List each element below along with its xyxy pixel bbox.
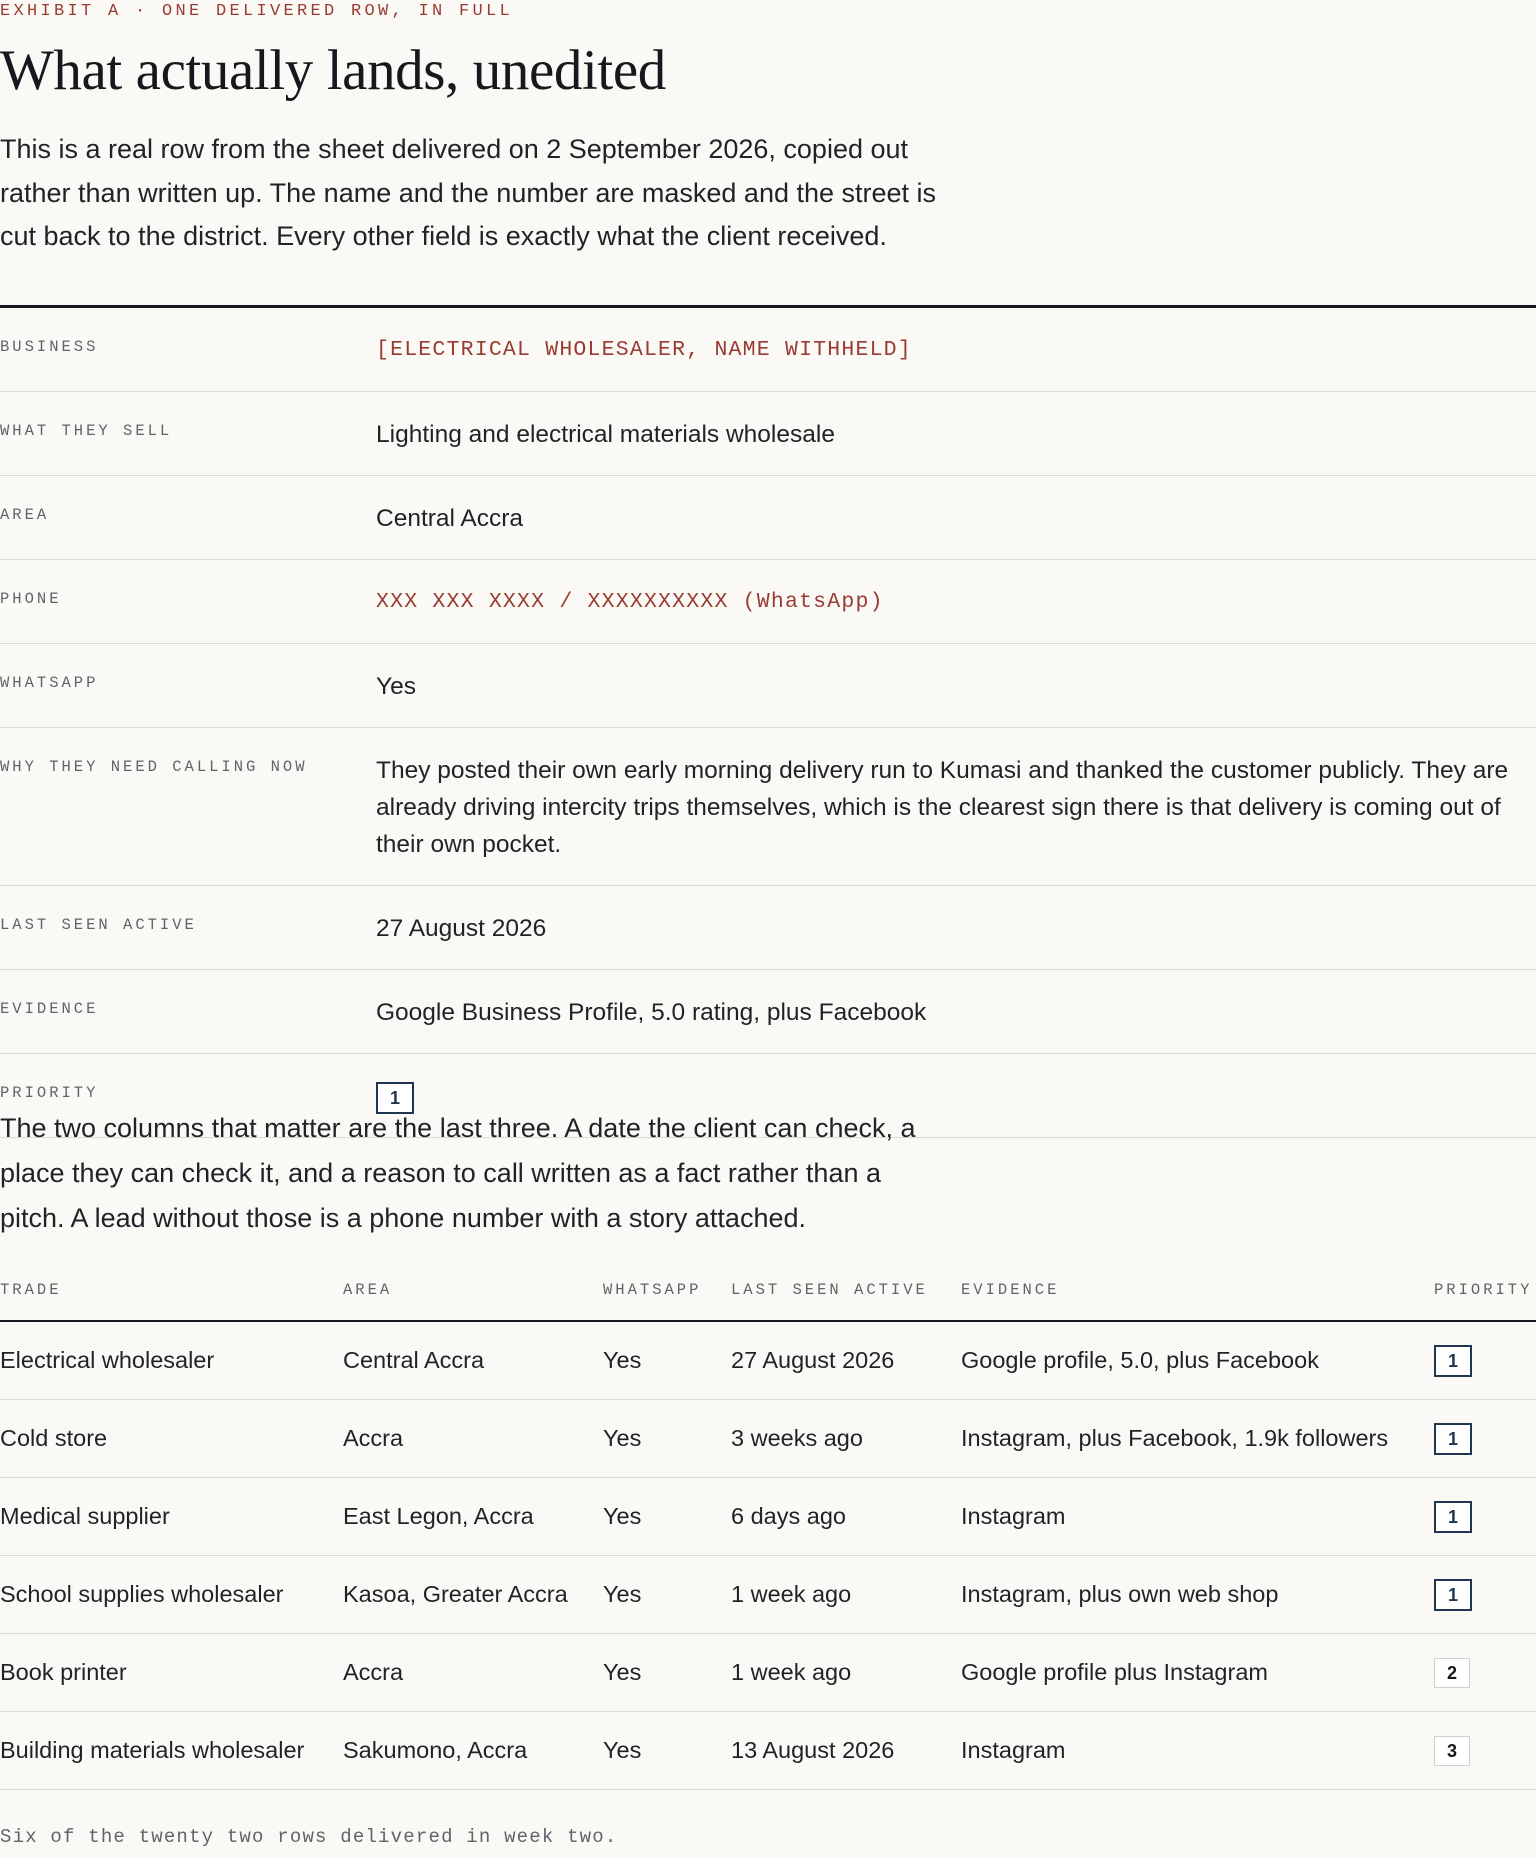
cell-priority xyxy=(1434,1501,1536,1533)
column-header-last-seen-active: LAST SEEN ACTIVE xyxy=(731,1281,928,1299)
phone-value-masked: XXX XXX XXXX / XXXXXXXXXX (WhatsApp) xyxy=(376,590,884,614)
cell-priority xyxy=(1434,1423,1536,1455)
cell-last-seen-active: 1 week ago xyxy=(731,1659,852,1685)
evidence-value: Google Business Profile, 5.0 rating, plus Facebook xyxy=(376,999,927,1026)
cell-priority xyxy=(1434,1345,1536,1377)
whatsapp-value: Yes xyxy=(376,673,416,700)
table-row xyxy=(0,1400,1536,1478)
cell-evidence: Instagram xyxy=(961,1737,1066,1763)
column-header-priority: PRIORITY xyxy=(1434,1281,1533,1299)
field-label: WHATSAPP xyxy=(0,674,99,692)
field-evidence xyxy=(0,970,1536,1054)
cell-trade: Cold store xyxy=(0,1425,108,1451)
field-why-call-now xyxy=(0,728,1536,886)
cell-trade: Book printer xyxy=(0,1659,127,1685)
table-row xyxy=(0,1322,1536,1400)
cell-trade: Medical supplier xyxy=(0,1503,170,1529)
cell-whatsapp: Yes xyxy=(603,1347,642,1373)
cell-last-seen-active: 6 days ago xyxy=(731,1503,846,1529)
delivered-row-card xyxy=(0,305,1536,1138)
priority-badge: 1 xyxy=(1434,1501,1472,1533)
column-header-area: AREA xyxy=(343,1281,393,1299)
columns-note: The two columns that matter are the last three. A date the client can check, a place they can check it, and a reason to call written as a fact rather than a pitch. A lead without those is a phone number with a story attached. xyxy=(0,1113,916,1233)
cell-whatsapp: Yes xyxy=(603,1659,642,1685)
field-label: AREA xyxy=(0,506,50,524)
cell-last-seen-active: 3 weeks ago xyxy=(731,1425,863,1451)
intro-paragraph: This is a real row from the sheet delivered on 2 September 2026, copied out rather than written up. The name and the number are masked and the street is cut back to the district. Every other field is exactly what the client received. xyxy=(0,134,937,251)
priority-badge: 1 xyxy=(1434,1423,1472,1455)
priority-badge: 1 xyxy=(376,1082,414,1114)
column-header-whatsapp: WHATSAPP xyxy=(603,1281,702,1299)
table-header xyxy=(0,1270,1536,1322)
page-title: What actually lands, unedited xyxy=(0,39,666,102)
why-call-now-value: They posted their own early morning delivery run to Kumasi and thanked the customer publicly. They are already driving intercity trips themselves, which is the clearest sign there is that delivery is coming out of their own pocket. xyxy=(376,757,1509,858)
cell-area: Accra xyxy=(343,1659,404,1685)
field-last-seen-active xyxy=(0,886,1536,970)
exhibit-eyebrow: EXHIBIT A · ONE DELIVERED ROW, IN FULL xyxy=(0,2,514,21)
table-row xyxy=(0,1712,1536,1790)
field-label: WHY THEY NEED CALLING NOW xyxy=(0,758,308,776)
business-value-masked: [ELECTRICAL WHOLESALER, NAME WITHHELD] xyxy=(376,338,912,362)
field-label: LAST SEEN ACTIVE xyxy=(0,916,197,934)
cell-evidence: Instagram xyxy=(961,1503,1066,1529)
week-two-table xyxy=(0,1270,1536,1790)
cell-last-seen-active: 13 August 2026 xyxy=(731,1737,895,1763)
cell-priority xyxy=(1434,1579,1536,1611)
cell-trade: Electrical wholesaler xyxy=(0,1347,215,1373)
field-business xyxy=(0,308,1536,392)
table-row xyxy=(0,1478,1536,1556)
cell-priority xyxy=(1434,1736,1536,1766)
table-row xyxy=(0,1556,1536,1634)
cell-priority xyxy=(1434,1658,1536,1688)
cell-area: Kasoa, Greater Accra xyxy=(343,1581,568,1607)
cell-whatsapp: Yes xyxy=(603,1503,642,1529)
priority-badge: 2 xyxy=(1434,1658,1470,1688)
cell-whatsapp: Yes xyxy=(603,1425,642,1451)
cell-trade: School supplies wholesaler xyxy=(0,1581,284,1607)
what-they-sell-value: Lighting and electrical materials wholesale xyxy=(376,421,835,448)
field-label: BUSINESS xyxy=(0,338,99,356)
cell-trade: Building materials wholesaler xyxy=(0,1737,305,1763)
cell-whatsapp: Yes xyxy=(603,1581,642,1607)
cell-area: Central Accra xyxy=(343,1347,485,1373)
table-caption: Six of the twenty two rows delivered in week two. xyxy=(0,1826,618,1848)
table-row xyxy=(0,1634,1536,1712)
cell-evidence: Instagram, plus Facebook, 1.9k followers xyxy=(961,1425,1389,1451)
field-whatsapp xyxy=(0,644,1536,728)
column-header-trade: TRADE xyxy=(0,1281,62,1299)
field-label: WHAT THEY SELL xyxy=(0,422,173,440)
priority-badge: 3 xyxy=(1434,1736,1470,1766)
last-seen-active-value: 27 August 2026 xyxy=(376,915,547,942)
field-what-they-sell xyxy=(0,392,1536,476)
field-area xyxy=(0,476,1536,560)
cell-area: East Legon, Accra xyxy=(343,1503,534,1529)
cell-area: Sakumono, Accra xyxy=(343,1737,528,1763)
field-label: PHONE xyxy=(0,590,62,608)
priority-badge: 1 xyxy=(1434,1345,1472,1377)
cell-evidence: Instagram, plus own web shop xyxy=(961,1581,1279,1607)
field-label: EVIDENCE xyxy=(0,1000,99,1018)
priority-badge: 1 xyxy=(1434,1579,1472,1611)
cell-last-seen-active: 1 week ago xyxy=(731,1581,852,1607)
cell-whatsapp: Yes xyxy=(603,1737,642,1763)
field-label: PRIORITY xyxy=(0,1084,99,1102)
cell-area: Accra xyxy=(343,1425,404,1451)
cell-evidence: Google profile, 5.0, plus Facebook xyxy=(961,1347,1319,1373)
area-value: Central Accra xyxy=(376,505,524,532)
column-header-evidence: EVIDENCE xyxy=(961,1281,1060,1299)
cell-last-seen-active: 27 August 2026 xyxy=(731,1347,895,1373)
cell-evidence: Google profile plus Instagram xyxy=(961,1659,1268,1685)
field-phone xyxy=(0,560,1536,644)
